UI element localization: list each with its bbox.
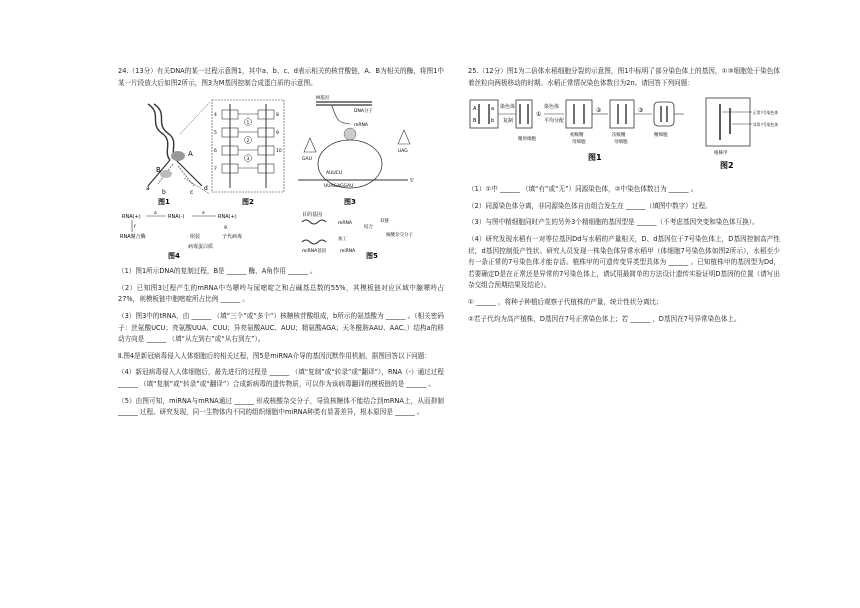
g1-chr-copy: 染色体 [500, 104, 516, 111]
fig2-num-10: 10 [276, 149, 282, 155]
fig4-g: g [224, 225, 227, 231]
g1-b: b [491, 118, 495, 125]
fig3-dna: DNA分子 [354, 109, 373, 115]
fig4-e: e [202, 211, 205, 217]
fig4-caption: 图4 [168, 252, 180, 261]
g1-jingxi: 精细胞 [654, 133, 668, 139]
fig4-zidai: 子代病毒 [222, 234, 243, 241]
fig2-num-4: 4 [214, 113, 217, 119]
fig5-jiegou: 核酸杂交分子 [386, 233, 413, 239]
g1-circle-1: ① [536, 111, 542, 119]
g2-zhuji: 植株甲 [714, 151, 728, 157]
q24-sub-2: （2）已知图3过程产生的mRNA中鸟嘌呤与尿嘧啶之和占碱基总数的55%，其模板链对应区域中腺嘌呤占27%，则模板链中胞嘧啶所占比例 ______ 。 [118, 283, 444, 304]
g1-B: B [473, 118, 477, 125]
fig5-shuangzhi: 双链 [380, 219, 389, 225]
fig1-label-d: d [204, 185, 208, 193]
fig2-num-5: 5 [214, 131, 217, 137]
fig3-caption: 图3 [344, 198, 356, 207]
g1-circle-3: ③ [638, 107, 644, 115]
g1-ciji: 次级精 [612, 133, 626, 139]
fig2-plant-chromosome [706, 98, 778, 170]
fig5-mirna: miRNA [340, 249, 356, 255]
fig5-jiehe: 结合 [364, 225, 373, 231]
question-25 [468, 66, 780, 330]
fig4-rna-poly: RNA聚合酶 [120, 234, 146, 241]
fig3-gau: GAU [302, 157, 312, 163]
q25-sub-3: （3）与图中精细胞同时产生的另外3个精细胞的基因型是 ______（不考虑基因突变和染色体互换）。 [468, 218, 759, 227]
g1-chuji: 初级精 [570, 133, 584, 139]
q24-figures-top [118, 94, 444, 206]
fig4-a: a [154, 211, 157, 217]
g1-caption: 图1 [588, 153, 602, 163]
fig5-jiagong: 加工 [338, 237, 347, 243]
fig1-label-B: B [156, 166, 161, 175]
fig2-num-6: 6 [214, 149, 217, 155]
g1-a: a [491, 106, 495, 113]
fig4-rna-minus: RNA(-) [168, 214, 185, 221]
q25-figures [468, 94, 780, 178]
q24-figure-1-2-3 [118, 94, 444, 206]
fig2-caption: 图2 [242, 198, 254, 207]
fig3-translation [298, 94, 414, 206]
fig5-mirna-gene: miRNA基因 [302, 249, 327, 255]
fig1-label-b: b [162, 189, 166, 197]
fig4-f: f [134, 225, 136, 231]
fig5-caption: 图5 [366, 252, 378, 261]
fig4-rna-plus-2: RNA(+) [218, 214, 237, 221]
fig5-mrna: mRNA [338, 221, 352, 227]
g1-chr-dist: 染色体 [544, 104, 560, 111]
fig4-zuzhuang: 组装 [190, 234, 201, 241]
fig2-num-2: 2 [246, 139, 250, 145]
q25-answer-2: ②若子代均为高产植株，D基因在7号正常染色体上；若 ______ ，D基因在7号异常染色体上。 [468, 314, 741, 323]
fig2-num-7: 7 [214, 167, 217, 173]
q24-sub-5: （5）由图可知，miRNA与mRNA通过 ______ 形成核酸杂交分子，导致核糖体不能结合到mRNA上，从而抑制 ______ 过程。研究发现，同一生物体内不同的组织细胞中miRNA种类有显著差异，根本原因是 ______ 。 [118, 396, 444, 417]
fig1-label-A: A [188, 150, 193, 159]
fig1-caption: 图1 [158, 198, 170, 207]
fig3-mgene: M基因 [316, 96, 329, 102]
g1-copy: 复制 [503, 118, 514, 125]
fig2-dna-ladder [212, 100, 284, 206]
fig1-label-c: c [190, 189, 194, 197]
fig2-num-9: 9 [276, 131, 279, 137]
fig4-rna-plus: RNA(+) [122, 214, 141, 221]
fig5-mirna [302, 211, 413, 260]
fig1-replication-fork [146, 102, 210, 206]
q24-sub-3: （3）图3中的tRNA，由 ______ （填“三个”或“多个”）核糖核苷酸组成，b所示的氨基酸为 ______ 。（相关密码子：丝氨酸UCU；亮氨酸UUA、CUU；异亮氨酸AUC、AUU；精氨酸AGA；天冬酰胺AAU、AAC。）结构a的移动方向是 ______ （填“从左到右”或“从右到左”）。 [118, 311, 444, 344]
fig3-mrna: mRNA [354, 123, 368, 129]
fig1-label-a: a [146, 185, 150, 193]
fig2-num-1: 1 [246, 121, 250, 127]
g1-jingyuan: 精原细胞 [518, 137, 536, 143]
q24-figure-4-5 [118, 210, 444, 260]
fig1-meiosis-flow [470, 100, 684, 162]
fig5-mudi: 目的基因 [302, 212, 323, 219]
q25-sub-4: （4）研究发现水稻有一对等位基因Dd与水稻的产量相关，D、d基因位于7号染色体上，D基因控制高产性状，d基因控制低产性状。研究人员发现一株染色体异常水稻甲（体细胞7号染色体如图2所示），水稻至少有一条正常的7号染色体才能存活。植株甲的可遗传变异类型具体为 ______ 。已知植株甲的基因型为Dd，若要确定D是在正常还是异常的7号染色体上，请试用最简单的方法设计遗传实验证明D基因的位置（请写出杂交组合预期结果及结论）。 [468, 234, 780, 290]
fig3-uag: UAG [398, 149, 408, 155]
g1-dist: 平均分配 [544, 118, 565, 125]
g2-caption: 图2 [720, 161, 734, 171]
g2-abn7: 异常7号染色体 [753, 122, 779, 128]
fig2-num-3: 3 [246, 157, 250, 163]
q25-figure-1-2 [468, 94, 780, 178]
q25-sub-2: （2）同源染色体分离，非同源染色体自由组合发生在 ______（填图中数字）过程。 [468, 201, 712, 210]
q24-sub-4: （4）新冠病毒侵入人体细胞后，最先进行的过程是 ______ （填“复制”或“转录”或“翻译”），RNA（-）通过过程 ______ （填“复制”或“转录”或“翻译”）合成新病毒的遗传物质，可以作为该病毒翻译的模板链的是 ______ 。 [118, 368, 444, 388]
q24-part-2: Ⅱ.图4是新冠病毒侵入人体细胞后的相关过程，图5是miRNA介导的基因沉默作用机制，据图回答以下问题： [118, 351, 431, 360]
q24-figures-bottom [118, 210, 444, 260]
fig4-virus-cycle [120, 211, 242, 260]
g1-muxi-2: 母细胞 [614, 140, 628, 146]
q25-intro: 25.（12分）图1为二倍体水稻细胞分裂的示意图，图1中标明了部分染色体上的基因，①③细胞处于染色体着丝粒向两极移动的时期。水稻正常情况染色体数目为2n。请回答下列问题： [468, 67, 780, 87]
fig3-auucu: AUUCU [326, 171, 343, 177]
fig3-5end: 5' [410, 179, 415, 185]
q25-answer-1: ① ______ ，将种子种植后观察子代植株的产量，统计性状分离比； [468, 297, 663, 306]
g2-normal7: 正常7号染色体 [753, 110, 779, 116]
fig3-uuagaggau: UUAGAGGAU [324, 184, 354, 190]
g1-circle-2: ② [596, 107, 602, 115]
q24-sub-1: （1）图1所示DNA的复制过程，B是 ______ 酶，A角作用 ______ 。 [118, 267, 317, 276]
fig2-num-8: 8 [276, 113, 279, 119]
question-24 [118, 66, 444, 424]
fig4-capsid: 病毒蛋白质 [188, 244, 214, 251]
g1-A: A [473, 106, 477, 113]
q25-sub-1: （1）①中 ______ （填“有”或“无”）同源染色体，②中染色体数目为 ______ 。 [468, 185, 698, 194]
g1-muxi: 母细胞 [572, 140, 586, 146]
q24-intro: 24.（13分）有关DNA的某一过程示意图1，其中a、b、c、d表示相关的核苷酸链，A、B为相关的酶，将图1中某一片段放大后如图2所示，图3为M基因控制合成蛋白质的示意图。 [118, 67, 444, 87]
